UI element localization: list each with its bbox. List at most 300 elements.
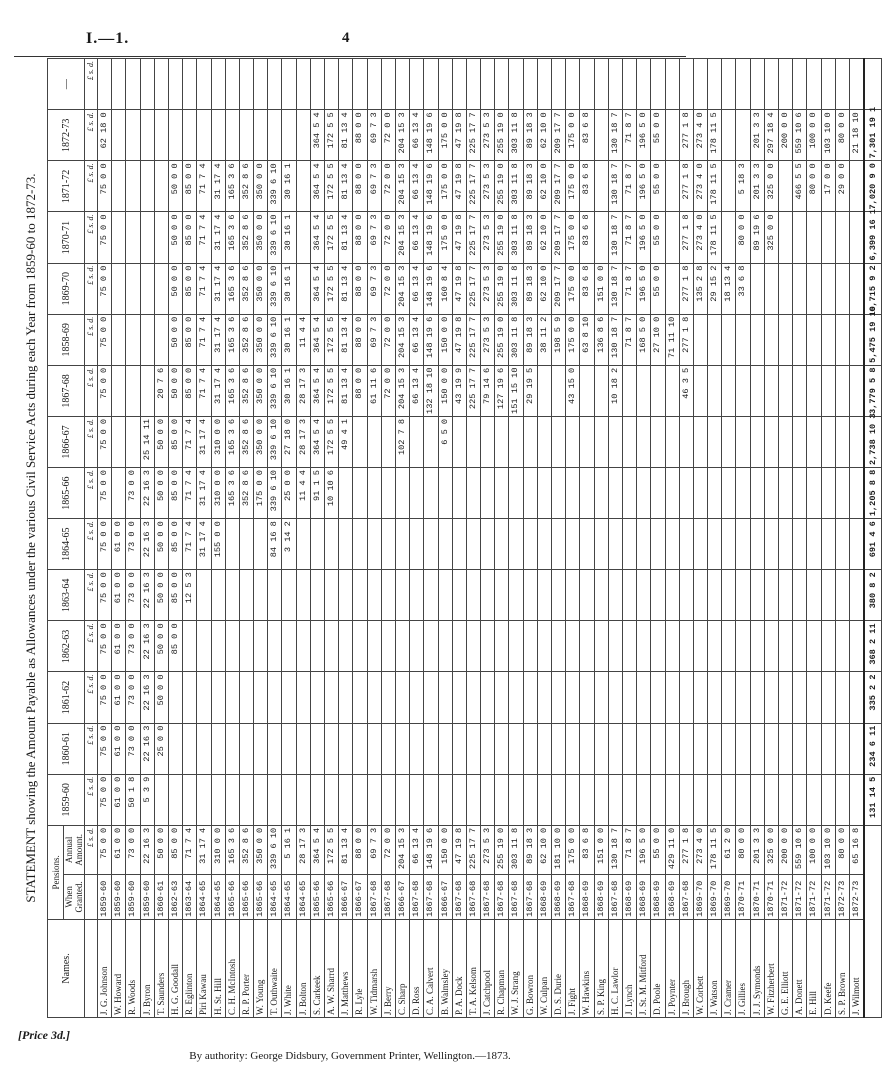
row-year-value: 28 17 3 bbox=[296, 365, 310, 416]
row-name: G. E. Elliott bbox=[779, 919, 793, 1017]
row-name: H. G. Goodall bbox=[168, 919, 182, 1017]
year-header: 1870-71 bbox=[48, 212, 85, 263]
row-year-value bbox=[849, 314, 864, 365]
row-name: W. Corbett bbox=[693, 919, 707, 1017]
row-year-value: 303 11 8 bbox=[509, 212, 523, 263]
row-year-value: 71 7 4 bbox=[183, 416, 197, 467]
row-year-value: 31 17 4 bbox=[197, 519, 211, 570]
row-year-value bbox=[849, 59, 864, 110]
row-year-value: 255 19 0 bbox=[495, 161, 509, 212]
row-granted: 1864-65 bbox=[197, 874, 211, 919]
table-row bbox=[410, 59, 424, 1018]
row-granted: 1872-73 bbox=[835, 874, 849, 919]
row-annual-amount: 66 13 4 bbox=[410, 825, 424, 874]
total-value: 2,738 10 3 bbox=[864, 416, 882, 467]
year-header: 1858-69 bbox=[48, 314, 85, 365]
units-cell: £ s. d. bbox=[85, 570, 98, 621]
row-year-value bbox=[793, 672, 807, 723]
row-year-value: 5 3 9 bbox=[140, 774, 154, 825]
row-year-value bbox=[154, 314, 168, 365]
row-year-value: 175 0 0 bbox=[438, 110, 452, 161]
row-year-value bbox=[637, 365, 651, 416]
table-row bbox=[183, 59, 197, 1018]
row-year-value bbox=[594, 774, 608, 825]
row-year-value bbox=[140, 263, 154, 314]
row-year-value bbox=[424, 59, 438, 110]
row-granted: 1864-65 bbox=[296, 874, 310, 919]
row-year-value: 10 18 2 bbox=[608, 365, 622, 416]
table-row bbox=[325, 59, 339, 1018]
row-year-value bbox=[821, 314, 835, 365]
row-year-value: 255 19 0 bbox=[495, 314, 509, 365]
total-value: 335 2 2 bbox=[864, 672, 882, 723]
row-year-value bbox=[807, 519, 821, 570]
row-year-value: 80 0 0 bbox=[736, 212, 750, 263]
row-year-value: 175 0 0 bbox=[438, 161, 452, 212]
row-name: J. Wilmott bbox=[849, 919, 864, 1017]
row-granted: 1866-67 bbox=[395, 874, 409, 919]
row-year-value: 10 10 6 bbox=[325, 468, 339, 519]
table-row bbox=[566, 59, 580, 1018]
row-year-value: 201 3 3 bbox=[750, 110, 764, 161]
table-row bbox=[268, 59, 282, 1018]
row-name: D. S. Durie bbox=[552, 919, 566, 1017]
row-annual-amount: 75 0 0 bbox=[98, 825, 112, 874]
row-year-value bbox=[239, 621, 253, 672]
row-year-value bbox=[835, 212, 849, 263]
row-year-value: 303 11 8 bbox=[509, 161, 523, 212]
row-year-value: 204 15 3 bbox=[395, 365, 409, 416]
row-year-value: 28 17 3 bbox=[296, 416, 310, 467]
row-year-value bbox=[807, 570, 821, 621]
table-row bbox=[849, 59, 864, 1018]
row-year-value: 75 0 0 bbox=[98, 161, 112, 212]
row-year-value bbox=[594, 416, 608, 467]
row-year-value: 66 13 4 bbox=[410, 212, 424, 263]
total-value: 5,475 19 10 bbox=[864, 314, 882, 365]
row-year-value bbox=[495, 774, 509, 825]
row-annual-amount: 72 0 0 bbox=[381, 825, 395, 874]
row-year-value bbox=[764, 672, 778, 723]
row-year-value: 22 16 3 bbox=[140, 570, 154, 621]
row-year-value: 73 0 0 bbox=[126, 468, 140, 519]
row-year-value bbox=[296, 519, 310, 570]
table-row bbox=[438, 59, 452, 1018]
row-year-value bbox=[849, 519, 864, 570]
row-year-value bbox=[424, 774, 438, 825]
row-year-value: 30 16 1 bbox=[282, 161, 296, 212]
row-year-value: 559 10 6 bbox=[793, 110, 807, 161]
row-name: C. Sharp bbox=[395, 919, 409, 1017]
row-year-value bbox=[651, 570, 665, 621]
row-granted: 1868-69 bbox=[637, 874, 651, 919]
row-year-value bbox=[736, 110, 750, 161]
row-year-value bbox=[608, 672, 622, 723]
table-row bbox=[282, 59, 296, 1018]
row-name: G. Bowron bbox=[523, 919, 537, 1017]
row-year-value bbox=[339, 570, 353, 621]
row-year-value bbox=[580, 416, 594, 467]
row-annual-amount: 50 0 0 bbox=[154, 825, 168, 874]
row-granted: 1866-67 bbox=[339, 874, 353, 919]
row-year-value bbox=[239, 59, 253, 110]
row-year-value bbox=[693, 468, 707, 519]
row-year-value bbox=[537, 723, 551, 774]
row-year-value: 29 0 0 bbox=[835, 161, 849, 212]
row-year-value bbox=[325, 519, 339, 570]
row-year-value bbox=[736, 468, 750, 519]
row-year-value: 11 4 4 bbox=[296, 468, 310, 519]
row-year-value bbox=[821, 621, 835, 672]
units-cell: £ s. d. bbox=[85, 161, 98, 212]
row-year-value bbox=[637, 621, 651, 672]
row-year-value bbox=[665, 570, 679, 621]
row-year-value: 62 10 0 bbox=[537, 263, 551, 314]
row-year-value: 22 16 3 bbox=[140, 621, 154, 672]
row-year-value bbox=[495, 468, 509, 519]
row-year-value bbox=[438, 672, 452, 723]
row-year-value bbox=[722, 672, 736, 723]
row-year-value bbox=[410, 59, 424, 110]
row-year-value bbox=[296, 570, 310, 621]
row-year-value bbox=[566, 519, 580, 570]
row-year-value: 12 5 3 bbox=[183, 570, 197, 621]
row-year-value: 71 8 7 bbox=[622, 314, 636, 365]
total-value: 7,020 9 0 bbox=[864, 161, 882, 212]
row-year-value bbox=[580, 570, 594, 621]
row-granted: 1867-68 bbox=[566, 874, 580, 919]
row-year-value bbox=[438, 621, 452, 672]
row-granted: 1862-63 bbox=[168, 874, 182, 919]
row-year-value: 178 11 5 bbox=[708, 161, 722, 212]
row-year-value: 273 5 3 bbox=[481, 161, 495, 212]
row-year-value bbox=[452, 774, 466, 825]
row-year-value: 6 5 0 bbox=[438, 416, 452, 467]
row-year-value bbox=[239, 110, 253, 161]
row-year-value: 273 5 3 bbox=[481, 263, 495, 314]
row-granted: 1865-66 bbox=[310, 874, 324, 919]
row-year-value: 196 5 0 bbox=[637, 110, 651, 161]
row-year-value bbox=[594, 672, 608, 723]
row-year-value bbox=[807, 365, 821, 416]
row-year-value: 71 7 4 bbox=[197, 161, 211, 212]
row-year-value bbox=[580, 365, 594, 416]
row-name: J. Fight bbox=[566, 919, 580, 1017]
row-granted: 1869-70 bbox=[708, 874, 722, 919]
row-year-value: 49 4 1 bbox=[339, 416, 353, 467]
row-granted: 1863-64 bbox=[183, 874, 197, 919]
row-year-value: 61 0 0 bbox=[112, 723, 126, 774]
row-year-value: 339 6 10 bbox=[268, 263, 282, 314]
row-annual-amount: 200 0 0 bbox=[779, 825, 793, 874]
row-year-value: 50 0 0 bbox=[168, 212, 182, 263]
row-year-value bbox=[353, 621, 367, 672]
row-year-value: 72 0 0 bbox=[381, 365, 395, 416]
row-year-value bbox=[126, 212, 140, 263]
table-row bbox=[452, 59, 466, 1018]
row-year-value bbox=[708, 570, 722, 621]
row-year-value bbox=[452, 468, 466, 519]
row-year-value: 172 5 5 bbox=[325, 110, 339, 161]
row-year-value bbox=[736, 365, 750, 416]
units-cell: £ s. d. bbox=[85, 212, 98, 263]
row-year-value bbox=[750, 774, 764, 825]
row-year-value: 29 19 5 bbox=[523, 365, 537, 416]
row-year-value bbox=[608, 774, 622, 825]
row-year-value bbox=[438, 468, 452, 519]
row-year-value bbox=[764, 519, 778, 570]
row-year-value: 75 0 0 bbox=[98, 314, 112, 365]
row-year-value: 209 17 7 bbox=[552, 212, 566, 263]
row-year-value bbox=[807, 314, 821, 365]
table-row bbox=[679, 59, 693, 1018]
row-granted: 1871-72 bbox=[821, 874, 835, 919]
row-name: A. Donett bbox=[793, 919, 807, 1017]
row-year-value bbox=[424, 468, 438, 519]
row-year-value bbox=[481, 519, 495, 570]
row-year-value bbox=[807, 212, 821, 263]
row-year-value bbox=[736, 774, 750, 825]
row-year-value bbox=[764, 723, 778, 774]
statement-title: STATEMENT showing the Amount Payable as Allowances under the various Civil Service Acts during each Year from 1859-60 to 1872-73. bbox=[23, 173, 38, 903]
row-year-value: 85 0 0 bbox=[183, 365, 197, 416]
row-name: J. Lynch bbox=[622, 919, 636, 1017]
row-year-value bbox=[580, 468, 594, 519]
table-row bbox=[750, 59, 764, 1018]
row-year-value bbox=[736, 672, 750, 723]
row-year-value bbox=[509, 723, 523, 774]
row-year-value: 225 17 7 bbox=[466, 263, 480, 314]
row-year-value bbox=[608, 519, 622, 570]
row-year-value: 50 0 0 bbox=[168, 314, 182, 365]
row-year-value bbox=[325, 59, 339, 110]
row-year-value bbox=[410, 621, 424, 672]
row-year-value bbox=[481, 570, 495, 621]
row-year-value: 55 0 0 bbox=[651, 263, 665, 314]
row-year-value: 89 18 3 bbox=[523, 263, 537, 314]
table-row bbox=[835, 59, 849, 1018]
row-year-value bbox=[722, 59, 736, 110]
row-year-value bbox=[722, 212, 736, 263]
row-year-value bbox=[793, 519, 807, 570]
row-year-value bbox=[296, 110, 310, 161]
row-year-value bbox=[296, 774, 310, 825]
row-year-value bbox=[410, 570, 424, 621]
row-year-value: 66 13 4 bbox=[410, 161, 424, 212]
row-year-value bbox=[693, 59, 707, 110]
row-year-value: 73 0 0 bbox=[126, 672, 140, 723]
row-year-value bbox=[353, 570, 367, 621]
row-year-value bbox=[466, 621, 480, 672]
row-year-value bbox=[183, 774, 197, 825]
row-year-value bbox=[126, 365, 140, 416]
row-granted: 1868-69 bbox=[622, 874, 636, 919]
row-year-value: 31 17 4 bbox=[211, 365, 225, 416]
row-year-value bbox=[410, 519, 424, 570]
row-year-value: 71 7 4 bbox=[197, 314, 211, 365]
row-year-value bbox=[651, 468, 665, 519]
row-annual-amount: 273 5 3 bbox=[481, 825, 495, 874]
row-year-value bbox=[552, 570, 566, 621]
row-year-value bbox=[197, 570, 211, 621]
row-year-value bbox=[637, 468, 651, 519]
row-year-value bbox=[722, 621, 736, 672]
row-year-value bbox=[254, 570, 268, 621]
row-annual-amount: 339 6 10 bbox=[268, 825, 282, 874]
units-cell: £ s. d. bbox=[85, 416, 98, 467]
units-cell: £ s. d. bbox=[85, 110, 98, 161]
row-year-value bbox=[424, 570, 438, 621]
row-year-value bbox=[793, 468, 807, 519]
row-annual-amount: 273 4 0 bbox=[693, 825, 707, 874]
row-granted: 1872-73 bbox=[849, 874, 864, 919]
row-granted: 1870-71 bbox=[764, 874, 778, 919]
row-name: R. P. Porter bbox=[239, 919, 253, 1017]
row-annual-amount: 22 16 3 bbox=[140, 825, 154, 874]
row-year-value: 172 5 5 bbox=[325, 161, 339, 212]
row-year-value: 273 4 0 bbox=[693, 110, 707, 161]
row-year-value: 165 3 6 bbox=[225, 365, 239, 416]
row-year-value: 148 19 6 bbox=[424, 263, 438, 314]
row-year-value bbox=[651, 519, 665, 570]
row-year-value bbox=[679, 570, 693, 621]
row-year-value bbox=[367, 723, 381, 774]
row-year-value bbox=[466, 519, 480, 570]
row-year-value: 255 19 0 bbox=[495, 263, 509, 314]
row-year-value: 303 11 8 bbox=[509, 110, 523, 161]
row-name: J. Brough bbox=[679, 919, 693, 1017]
annual-amount-header: Annual Amount. bbox=[64, 825, 85, 874]
row-year-value bbox=[296, 59, 310, 110]
row-name: A. W. Sharrd bbox=[325, 919, 339, 1017]
row-year-value bbox=[708, 774, 722, 825]
row-annual-amount: 61 2 0 bbox=[722, 825, 736, 874]
row-annual-amount: 352 8 6 bbox=[239, 825, 253, 874]
row-granted: 1865-66 bbox=[225, 874, 239, 919]
row-granted: 1865-66 bbox=[239, 874, 253, 919]
row-year-value: 72 0 0 bbox=[381, 110, 395, 161]
row-annual-amount: 81 13 4 bbox=[339, 825, 353, 874]
row-year-value bbox=[665, 774, 679, 825]
row-year-value: 50 0 0 bbox=[168, 263, 182, 314]
row-year-value: 71 7 4 bbox=[183, 468, 197, 519]
row-year-value bbox=[353, 519, 367, 570]
row-granted: 1868-69 bbox=[537, 874, 551, 919]
row-year-value: 50 0 0 bbox=[168, 161, 182, 212]
row-name: D. Ross bbox=[410, 919, 424, 1017]
row-year-value bbox=[594, 519, 608, 570]
row-year-value bbox=[708, 59, 722, 110]
row-year-value: 175 0 0 bbox=[254, 468, 268, 519]
row-year-value bbox=[466, 774, 480, 825]
row-year-value: 88 0 0 bbox=[353, 365, 367, 416]
row-year-value: 50 0 0 bbox=[154, 672, 168, 723]
row-year-value: 80 0 0 bbox=[835, 110, 849, 161]
row-annual-amount: 150 0 0 bbox=[438, 825, 452, 874]
row-granted: 1868-69 bbox=[552, 874, 566, 919]
row-annual-amount: 80 0 0 bbox=[736, 825, 750, 874]
row-year-value: 88 0 0 bbox=[353, 212, 367, 263]
total-value: 6,399 16 1 bbox=[864, 212, 882, 263]
row-year-value: 310 0 0 bbox=[211, 416, 225, 467]
row-year-value bbox=[466, 468, 480, 519]
row-year-value: 273 5 3 bbox=[481, 212, 495, 263]
row-year-value bbox=[254, 672, 268, 723]
row-year-value bbox=[523, 570, 537, 621]
row-year-value bbox=[225, 110, 239, 161]
row-annual-amount: 65 16 8 bbox=[849, 825, 864, 874]
row-annual-amount: 69 7 3 bbox=[367, 825, 381, 874]
when-granted-header: When Granted. bbox=[64, 874, 85, 919]
row-year-value bbox=[168, 59, 182, 110]
row-year-value: 61 0 0 bbox=[112, 570, 126, 621]
row-year-value bbox=[537, 672, 551, 723]
row-year-value bbox=[438, 59, 452, 110]
row-year-value: 364 5 4 bbox=[310, 263, 324, 314]
row-year-value bbox=[679, 59, 693, 110]
row-year-value bbox=[807, 416, 821, 467]
row-year-value: 66 13 4 bbox=[410, 110, 424, 161]
row-annual-amount: 5 16 1 bbox=[282, 825, 296, 874]
row-year-value bbox=[821, 672, 835, 723]
row-year-value bbox=[708, 468, 722, 519]
year-header: 1859-60 bbox=[48, 774, 85, 825]
row-annual-amount: 255 19 0 bbox=[495, 825, 509, 874]
row-year-value bbox=[552, 416, 566, 467]
row-year-value: 75 0 0 bbox=[98, 621, 112, 672]
row-year-value: 73 0 0 bbox=[126, 519, 140, 570]
row-year-value bbox=[750, 672, 764, 723]
row-year-value bbox=[736, 723, 750, 774]
row-year-value bbox=[708, 519, 722, 570]
row-year-value: 50 0 0 bbox=[168, 365, 182, 416]
row-year-value bbox=[835, 263, 849, 314]
row-year-value: 364 5 4 bbox=[310, 314, 324, 365]
table-row bbox=[112, 59, 126, 1018]
table-row bbox=[637, 59, 651, 1018]
row-year-value bbox=[580, 672, 594, 723]
year-header: 1871-72 bbox=[48, 161, 85, 212]
row-year-value bbox=[665, 621, 679, 672]
row-granted: 1867-68 bbox=[410, 874, 424, 919]
row-year-value bbox=[835, 519, 849, 570]
row-year-value bbox=[821, 723, 835, 774]
row-name: B. Walmsley bbox=[438, 919, 452, 1017]
row-year-value bbox=[523, 416, 537, 467]
row-name: W. Culpan bbox=[537, 919, 551, 1017]
row-year-value bbox=[112, 365, 126, 416]
row-year-value bbox=[140, 365, 154, 416]
row-year-value: 150 0 0 bbox=[438, 314, 452, 365]
row-year-value bbox=[736, 570, 750, 621]
footer-imprint: By authority: George Didsbury, Government Printer, Wellington.—1873. bbox=[189, 1050, 511, 1062]
row-year-value bbox=[637, 570, 651, 621]
row-year-value: 55 0 0 bbox=[651, 110, 665, 161]
row-year-value bbox=[580, 723, 594, 774]
table-row bbox=[140, 59, 154, 1018]
row-year-value bbox=[764, 365, 778, 416]
row-year-value bbox=[622, 519, 636, 570]
row-year-value: 225 17 7 bbox=[466, 212, 480, 263]
row-year-value bbox=[495, 519, 509, 570]
row-year-value: 31 17 4 bbox=[211, 263, 225, 314]
row-year-value: 47 19 8 bbox=[452, 161, 466, 212]
row-name: T. A. Kelsom bbox=[466, 919, 480, 1017]
row-year-value: 31 17 4 bbox=[211, 161, 225, 212]
row-year-value: 80 0 0 bbox=[807, 161, 821, 212]
row-year-value bbox=[779, 672, 793, 723]
table-row bbox=[779, 59, 793, 1018]
